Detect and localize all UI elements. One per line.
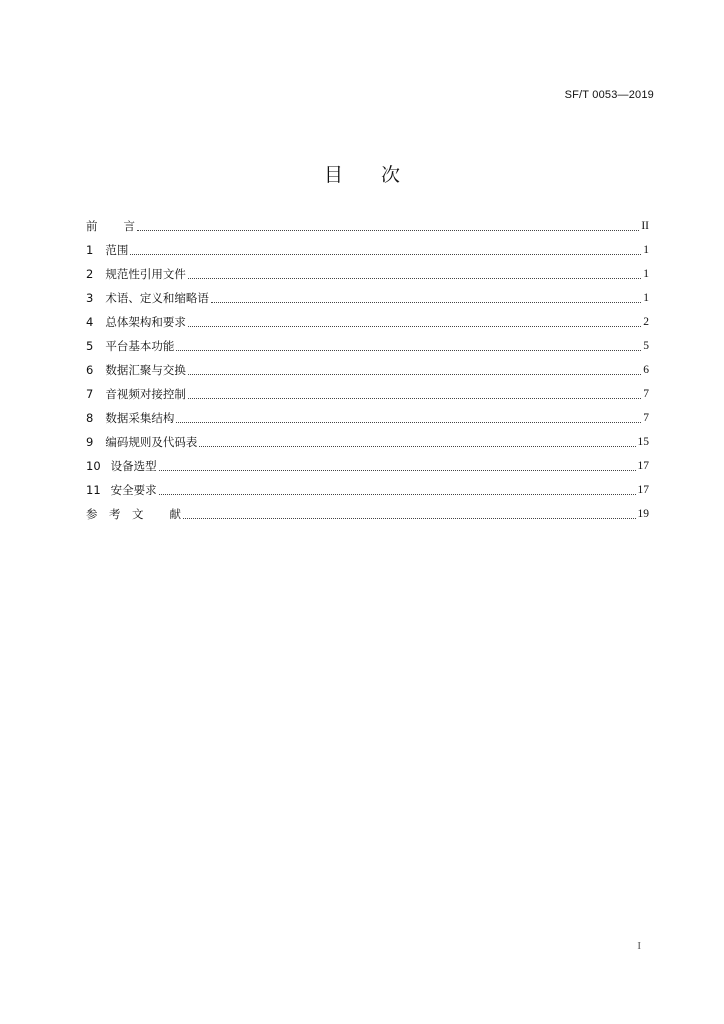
toc-entry-page: 1 [643, 292, 649, 304]
toc-entry[interactable] [86, 358, 649, 382]
toc-entry-number: 5 [86, 339, 94, 353]
standard-code: SF/T 0053—2019 [564, 89, 654, 101]
toc-entry-number: 3 [86, 291, 94, 305]
toc-entry-page: II [641, 220, 649, 232]
toc-entry[interactable] [86, 430, 649, 454]
toc-entry-label: 献 [169, 507, 181, 521]
toc-leader-dots [188, 325, 641, 327]
toc-entry-label: 范围 [105, 243, 129, 257]
toc-title-right: 次 [381, 164, 401, 186]
toc-entry-label: 总体架构和要求 [105, 315, 186, 329]
toc-leader-dots [176, 421, 641, 423]
toc-entry-page: 17 [637, 484, 649, 496]
toc-leader-dots [159, 493, 636, 495]
toc-entry-label: 数据采集结构 [105, 411, 175, 425]
toc-entry-page: 5 [643, 340, 649, 352]
toc-leader-dots [188, 277, 641, 279]
toc-leader-dots [176, 349, 641, 351]
toc-entry-number: 9 [86, 435, 94, 449]
toc-entry-label: 编码规则及代码表 [105, 435, 198, 449]
toc-entry-number: 11 [86, 483, 101, 497]
toc-entry[interactable] [86, 214, 649, 238]
toc-entry[interactable] [86, 406, 649, 430]
toc-entry-label: 数据汇聚与交换 [105, 363, 186, 377]
toc-entry-number: 1 [86, 243, 94, 257]
toc-title [0, 160, 724, 187]
toc-entry-page: 7 [643, 388, 649, 400]
toc-entry[interactable] [86, 262, 649, 286]
toc-leader-dots [137, 229, 639, 231]
table-of-contents [86, 214, 649, 526]
toc-entry-label: 言 [123, 219, 135, 233]
toc-entry-page: 6 [643, 364, 649, 376]
toc-entry-number: 参 考 文 [86, 507, 144, 521]
toc-entry-label: 平台基本功能 [105, 339, 175, 353]
toc-entry-label: 规范性引用文件 [105, 267, 186, 281]
toc-leader-dots [183, 517, 636, 519]
toc-entry-label: 术语、定义和缩略语 [105, 291, 209, 305]
toc-entry-page: 1 [643, 244, 649, 256]
toc-entry[interactable] [86, 310, 649, 334]
toc-leader-dots [159, 469, 636, 471]
toc-leader-dots [130, 253, 641, 255]
toc-leader-dots [199, 445, 635, 447]
toc-entry-page: 19 [637, 508, 649, 520]
toc-entry[interactable] [86, 478, 649, 502]
toc-entry[interactable] [86, 382, 649, 406]
toc-entry-page: 1 [643, 268, 649, 280]
toc-entry-label: 设备选型 [110, 459, 157, 473]
toc-entry[interactable] [86, 334, 649, 358]
toc-entry-number: 7 [86, 387, 94, 401]
toc-entry[interactable] [86, 286, 649, 310]
toc-entry-number: 4 [86, 315, 94, 329]
toc-entry-number: 6 [86, 363, 94, 377]
toc-leader-dots [188, 397, 641, 399]
toc-entry[interactable] [86, 454, 649, 478]
toc-entry-label: 安全要求 [110, 483, 157, 497]
toc-title-left: 目 [323, 164, 343, 186]
toc-leader-dots [211, 301, 641, 303]
toc-entry-label: 音视频对接控制 [105, 387, 186, 401]
toc-leader-dots [188, 373, 641, 375]
toc-entry-page: 17 [637, 460, 649, 472]
toc-entry-page: 7 [643, 412, 649, 424]
toc-entry-number: 10 [86, 459, 101, 473]
toc-entry-number: 前 [86, 219, 98, 233]
toc-entry-page: 2 [643, 316, 649, 328]
toc-entry-page: 15 [637, 436, 649, 448]
page-number: I [637, 940, 641, 952]
toc-entry[interactable] [86, 502, 649, 526]
toc-entry[interactable] [86, 238, 649, 262]
toc-entry-number: 8 [86, 411, 94, 425]
toc-entry-number: 2 [86, 267, 94, 281]
